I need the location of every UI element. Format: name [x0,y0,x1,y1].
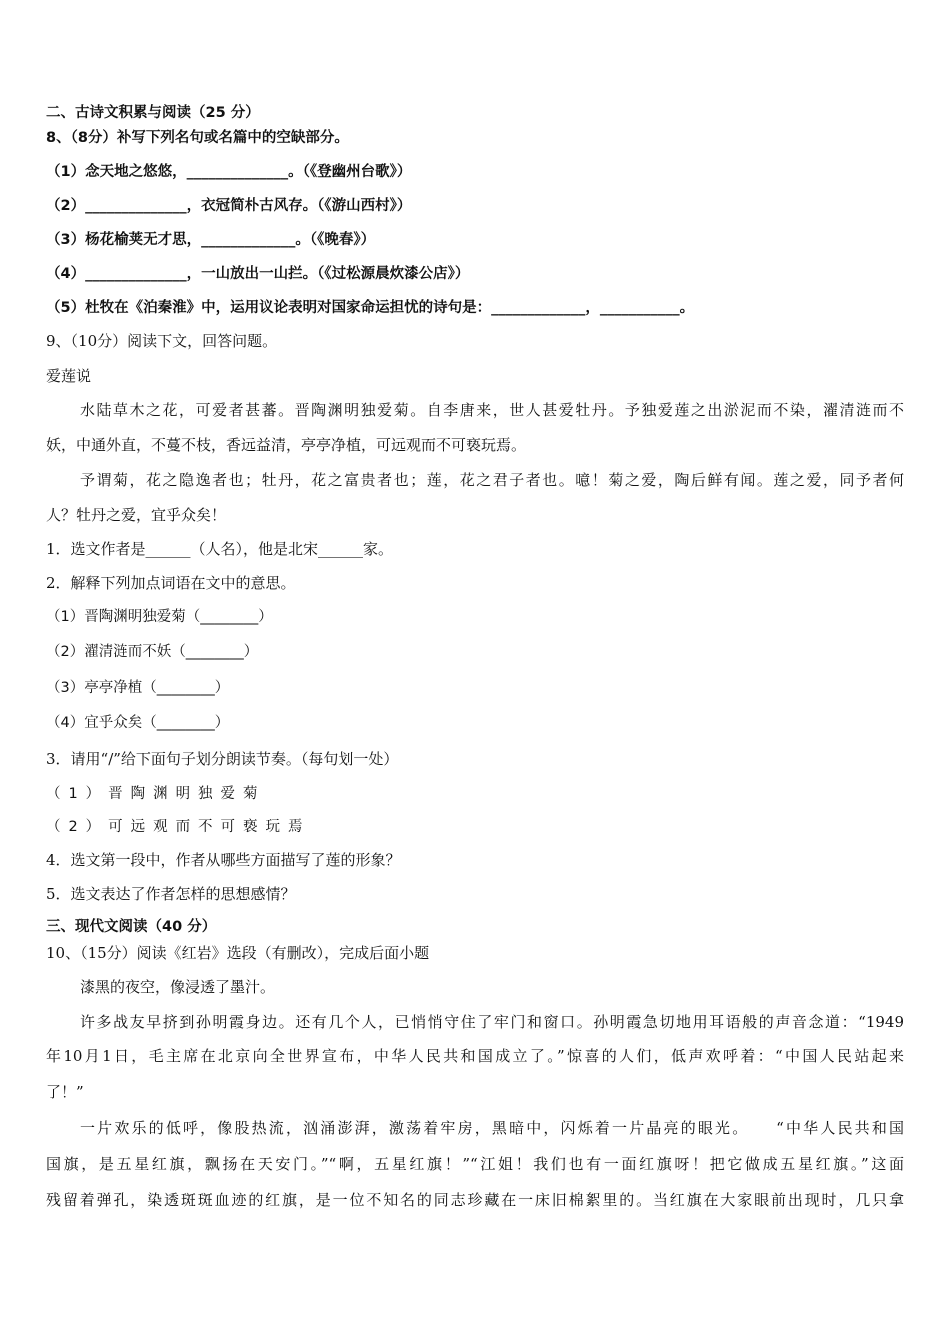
q9-sub5: 5．选文表达了作者怎样的思想感情？ [46,885,296,903]
q9-sub2-item-3: （3）亭亭净植（________） [46,680,230,696]
story-p1: 漆黑的夜空，像浸透了墨汁。 [80,978,276,996]
story-p3-line1: 一片欢乐的低呼，像股热流，汹涌澎湃，激荡着牢房，黑暗中，闪烁着一片晶亮的眼光。 “中华人民共和国 [80,1119,904,1137]
q10-stem: 10、（15分）阅读《红岩》选段（有删改），完成后面小题 [46,944,430,962]
q9-sub1: 1．选文作者是______（人名），他是北宋______家。 [46,540,394,558]
story-p2-line2: 年10月1日，毛主席在北京向全世界宣布，中华人民共和国成立了。”惊喜的人们，低声欢呼着：“中国人民站起来 [46,1047,904,1065]
section2-heading: 二、古诗文积累与阅读（25 分） [46,105,260,121]
passage-p2-line2: 人？牡丹之爱，宜乎众矣！ [46,506,227,524]
q9-stem: 9、（10分）阅读下文，回答问题。 [46,332,278,350]
q8-item-3: （3）杨花榆荚无才思，_____________。（《晚春》） [46,232,376,248]
q9-sub3-item-2: （2）可远观而不可亵玩焉 [46,819,311,835]
q9-sub3: 3．请用“/”给下面句子划分朗读节奏。（每句划一处） [46,750,399,768]
story-p3-line3: 残留着弹孔，染透斑斑血迹的红旗，是一位不知名的同志珍藏在一床旧棉絮里的。当红旗在大家眼前出现时，几只拿 [46,1191,904,1209]
q8-item-2: （2）______________，衣冠简朴古风存。（《游山西村》） [46,198,412,214]
q8-stem: 8、（8分）补写下列名句或名篇中的空缺部分。 [46,130,349,146]
q9-sub2-item-2: （2）濯清涟而不妖（________） [46,644,259,660]
story-p2-line3: 了！” [46,1083,84,1101]
q8-item-5: （5）杜牧在《泊秦淮》中，运用议论表明对国家命运担忧的诗句是：_____________，___________。 [46,300,695,316]
passage-p2-line1: 予谓菊，花之隐逸者也；牡丹，花之富贵者也；莲，花之君子者也。噫！菊之爱，陶后鲜有闻。莲之爱，同予者何 [80,471,904,489]
q9-sub2: 2．解释下列加点词语在文中的意思。 [46,574,296,592]
q9-sub3-item-1: （1）晋陶渊明独爱菊 [46,786,266,802]
q8-item-4: （4）______________，一山放出一山拦。（《过松源晨炊漆公店》） [46,266,470,282]
story-p2-line1: 许多战友早挤到孙明霞身边。还有几个人，已悄悄守住了牢门和窗口。孙明霞急切地用耳语般的声音念道：“1949 [80,1013,904,1031]
story-p3-line2: 国旗，是五星红旗，飘扬在天安门。”“啊，五星红旗！”“江姐！我们也有一面红旗呀！把它做成五星红旗。”这面 [46,1155,904,1173]
q8-item-1: （1）念天地之悠悠，______________。（《登幽州台歌》） [46,164,412,180]
passage-p1-line2: 妖，中通外直，不蔓不枝，香远益清，亭亭净植，可远观而不可亵玩焉。 [46,436,527,454]
passage-title: 爱莲说 [46,367,92,385]
passage-p1-line1: 水陆草木之花，可爱者甚蕃。晋陶渊明独爱菊。自李唐来，世人甚爱牡丹。予独爱莲之出淤泥而不染，濯清涟而不 [80,401,904,419]
q9-sub2-item-1: （1）晋陶渊明独爱菊（________） [46,609,273,625]
q9-sub4: 4．选文第一段中，作者从哪些方面描写了莲的形象？ [46,851,401,869]
section3-heading: 三、现代文阅读（40 分） [46,919,217,935]
q9-sub2-item-4: （4）宜乎众矣（________） [46,715,230,731]
